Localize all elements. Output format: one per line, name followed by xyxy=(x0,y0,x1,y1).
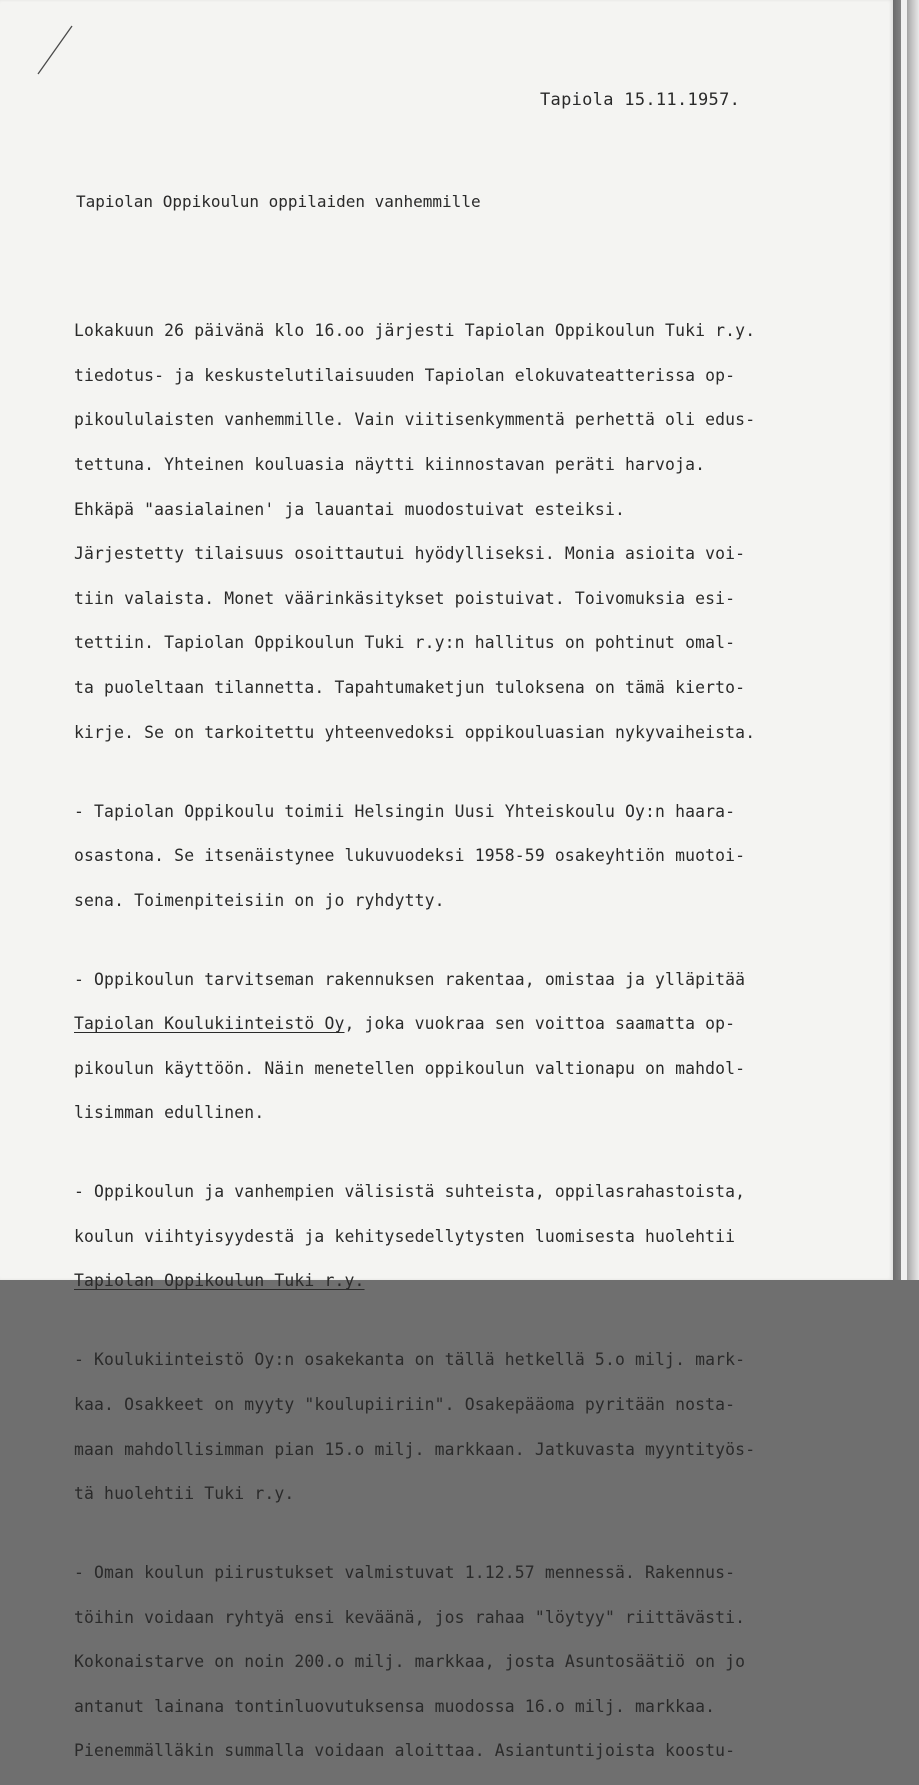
text-line: Pienemmälläkin summalla voidaan aloittaa. Asiantuntijoista koostu- xyxy=(74,1741,736,1761)
text-line: - Tapiolan Oppikoulu toimii Helsingin Uusi Yhteiskoulu Oy:n haara- xyxy=(74,801,736,821)
letter-body xyxy=(74,298,864,1785)
text-line: - Oppikoulun tarvitseman rakennuksen rakentaa, omistaa ja ylläpitää xyxy=(74,969,746,989)
text-line: Kokonaistarve on noin 200.o milj. markkaa, josta Asuntosäätiö on jo xyxy=(74,1652,746,1672)
pencil-slash-mark xyxy=(28,22,88,82)
text-line: Ehkäpä "aasialainen' ja lauantai muodostuivat esteiksi. xyxy=(74,499,625,519)
text-line: antanut lainana tontinluovutuksensa muodossa 16.o milj. markkaa. xyxy=(74,1696,716,1716)
text-line: Tapiolan Koulukiinteistö Oy, joka vuokraa sen voittoa saamatta op- xyxy=(74,1014,736,1034)
text-line xyxy=(74,1270,864,1292)
letter-date: Tapiola 15.11.1957. xyxy=(540,90,741,110)
text-line: koulun viihtyisyydestä ja kehitysedellytysten luomisesta huolehtii xyxy=(74,1226,736,1246)
text-line: pikoululaisten vanhemmille. Vain viitisenkymmentä perhettä oli edus- xyxy=(74,410,756,430)
letter-salutation: Tapiolan Oppikoulun oppilaiden vanhemmille xyxy=(76,192,481,211)
paragraph-building xyxy=(74,946,864,1147)
paragraph-school-status xyxy=(74,778,864,934)
text-line: tä huolehtii Tuki r.y. xyxy=(74,1484,295,1504)
text-line: lisimman edullinen. xyxy=(74,1103,265,1123)
text-line: kirje. Se on tarkoitettu yhteenvedoksi oppikouluasian nykyvaiheista. xyxy=(74,722,756,742)
paragraph-relations xyxy=(74,1159,864,1315)
text-line: maan mahdollisimman pian 15.o milj. markkaan. Jatkuvasta myyntityös- xyxy=(74,1439,756,1459)
paragraph-shares xyxy=(74,1327,864,1528)
text-line: töihin voidaan ryhtyä ensi keväänä, jos rahaa "löytyy" riittävästi. xyxy=(74,1607,746,1627)
text-line: ta puoleltaan tilannetta. Tapahtumaketjun tuloksena on tämä kierto- xyxy=(74,678,746,698)
text-line: tiedotus- ja keskustelutilaisuuden Tapiolan elokuvateatterissa op- xyxy=(74,365,736,385)
paragraph-intro xyxy=(74,298,864,766)
text-line: pikoulun käyttöön. Näin menetellen oppikoulun valtionapu on mahdol- xyxy=(74,1058,746,1078)
underlined-company-name: Tapiolan Koulukiinteistö Oy xyxy=(74,1014,345,1034)
paragraph-drawings xyxy=(74,1540,864,1785)
text-line: tiin valaista. Monet väärinkäsitykset poistuivat. Toivomuksia esi- xyxy=(74,588,736,608)
text-line: - Oppikoulun ja vanhempien välisistä suhteista, oppilasrahastoista, xyxy=(74,1182,746,1202)
text-line: osastona. Se itsenäistynee lukuvuodeksi 1958-59 osakeyhtiön muotoi- xyxy=(74,846,746,866)
text-line: sena. Toimenpiteisiin on jo ryhdytty. xyxy=(74,890,445,910)
text-line: tettiin. Tapiolan Oppikoulun Tuki r.y:n hallitus on pohtinut omal- xyxy=(74,633,736,653)
text-line: Lokakuun 26 päivänä klo 16.oo järjesti Tapiolan Oppikoulun Tuki r.y. xyxy=(74,321,756,341)
text-line: - Oman koulun piirustukset valmistuvat 1.12.57 mennessä. Rakennus- xyxy=(74,1563,736,1583)
text-line: kaa. Osakkeet on myyty "koulupiiriin". Osakepääoma pyritään nosta- xyxy=(74,1394,736,1414)
scan-edge-shadow xyxy=(893,0,919,1280)
text-line: tettuna. Yhteinen kouluasia näytti kiinnostavan peräti harvoja. xyxy=(74,455,706,475)
underlined-association-name: Tapiolan Oppikoulun Tuki r.y. xyxy=(74,1271,365,1291)
text-line: - Koulukiinteistö Oy:n osakekanta on tällä hetkellä 5.o milj. mark- xyxy=(74,1350,746,1370)
text-line: Järjestetty tilaisuus osoittautui hyödylliseksi. Monia asioita voi- xyxy=(74,544,746,564)
